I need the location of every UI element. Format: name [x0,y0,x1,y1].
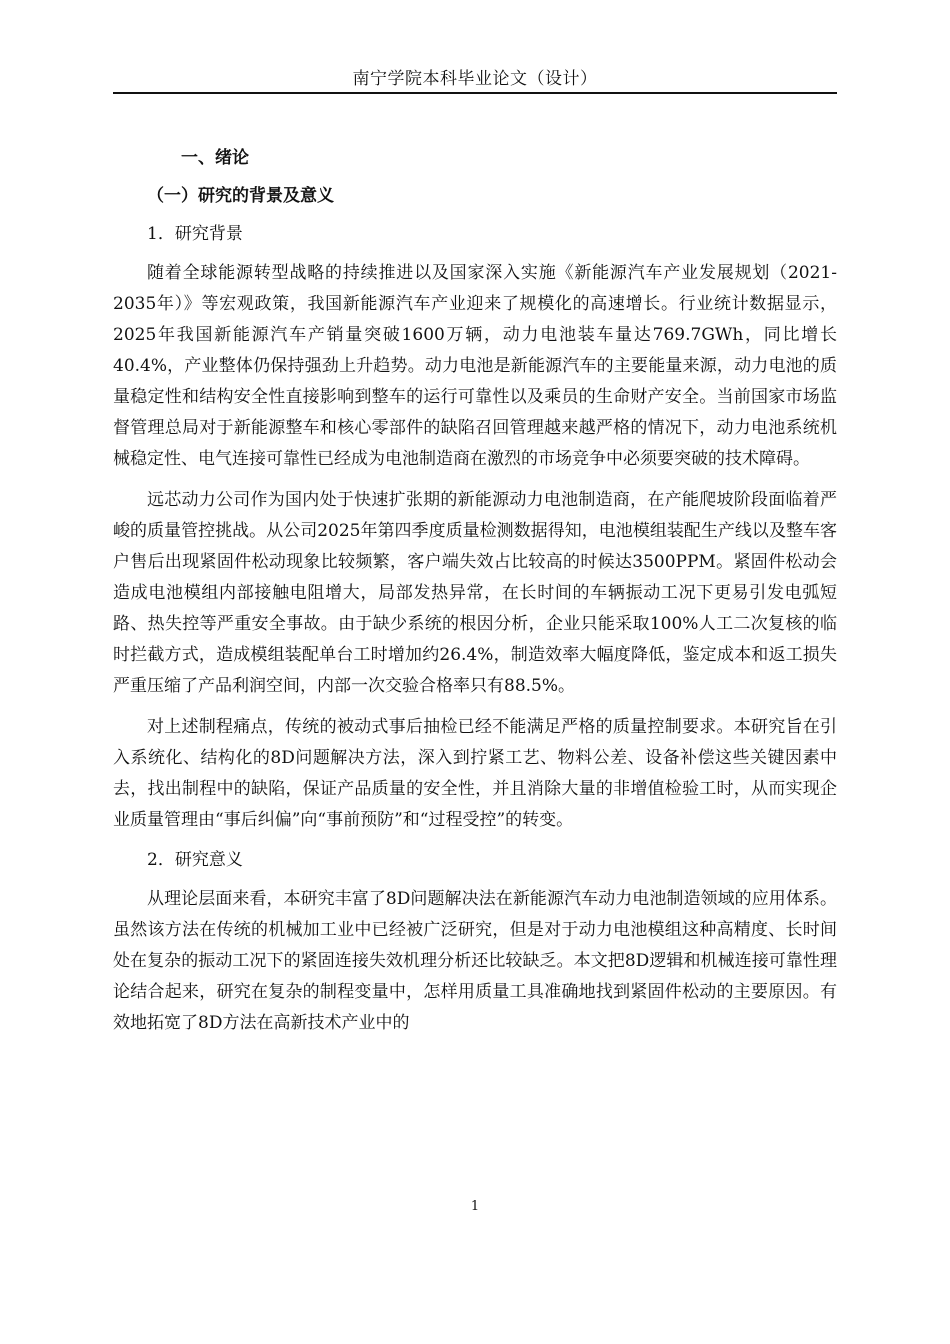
main-content [113,140,837,1049]
subsection-title-significance: 2．研究意义 [147,850,243,870]
paragraph: 从理论层面来看，本研究丰富了8D问题解决法在新能源汽车动力电池制造领域的应用体系。虽然该方法在传统的机械加工业中已经被广泛研究，但是对于动力电池模组这种高精度、长时间处在复杂的振动工况下的紧固连接失效机理分析还比较缺乏。本文把8D逻辑和机械连接可靠性理论结合起来，研究在复杂的制程变量中，怎样用质量工具准确地找到紧固件松动的主要原因。有效地拓宽了8D方法在高新技术产业中的 [113,889,837,1033]
paragraph: 对上述制程痛点，传统的被动式事后抽检已经不能满足严格的质量控制要求。本研究旨在引入系统化、结构化的8D问题解决方法，深入到拧紧工艺、物料公差、设备补偿这些关键因素中去，找出制程中的缺陷，保证产品质量的安全性，并且消除大量的非增值检验工时，从而实现企业质量管理由“事后纠偏”向“事前预防”和“过程受控”的转变。 [113,717,837,830]
chapter-title: 一、绪论 [181,148,249,168]
header-divider [113,92,837,94]
section-title: （一）研究的背景及意义 [147,186,334,206]
subsection-title-background: 1．研究背景 [147,224,243,244]
page-number: 1 [470,1199,480,1214]
paragraph: 随着全球能源转型战略的持续推进以及国家深入实施《新能源汽车产业发展规划（2021-2035年）》等宏观政策，我国新能源汽车产业迎来了规模化的高速增长。行业统计数据显示，2025年我国新能源汽车产销量突破1600万辆，动力电池装车量达769.7GWh，同比增长40.4%，产业整体仍保持强劲上升趋势。动力电池是新能源汽车的主要能量来源，动力电池的质量稳定性和结构安全性直接影响到整车的运行可靠性以及乘员的生命财产安全。当前国家市场监督管理总局对于新能源整车和核心零部件的缺陷召回管理越来越严格的情况下，动力电池系统机械稳定性、电气连接可靠性已经成为电池制造商在激烈的市场竞争中必须要突破的技术障碍。 [113,263,837,469]
running-header: 南宁学院本科毕业论文（设计） [352,69,598,89]
paragraph: 远芯动力公司作为国内处于快速扩张期的新能源动力电池制造商，在产能爬坡阶段面临着严峻的质量管控挑战。从公司2025年第四季度质量检测数据得知，电池模组装配生产线以及整车客户售后出现紧固件松动现象比较频繁，客户端失效占比较高的时候达3500PPM。紧固件松动会造成电池模组内部接触电阻增大，局部发热异常，在长时间的车辆振动工况下更易引发电弧短路、热失控等严重安全事故。由于缺少系统的根因分析，企业只能采取100%人工二次复核的临时拦截方式，造成模组装配单台工时增加约26.4%，制造效率大幅度降低，鉴定成本和返工损失严重压缩了产品利润空间，内部一次交验合格率只有88.5%。 [113,490,837,696]
